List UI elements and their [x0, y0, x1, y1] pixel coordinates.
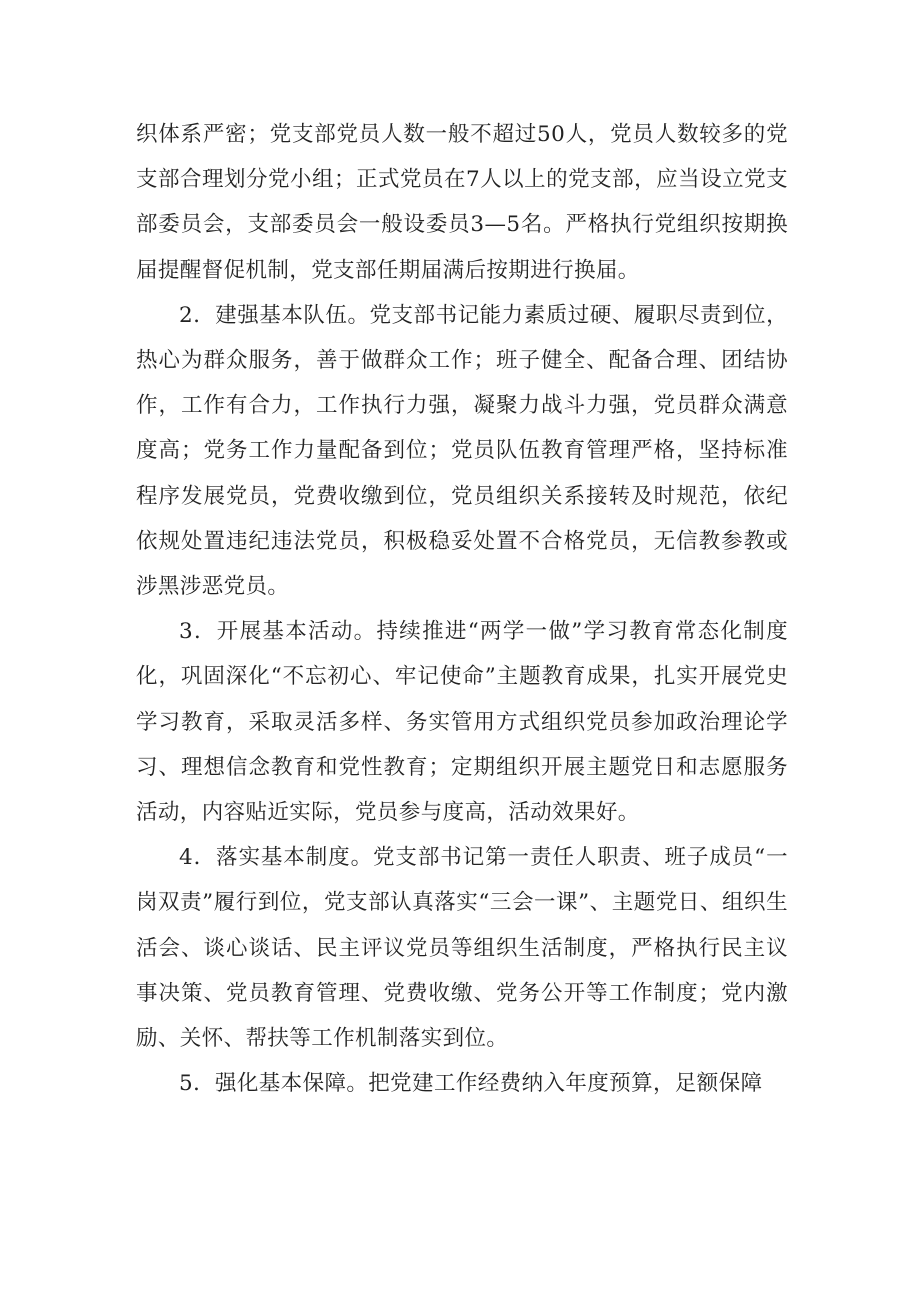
paragraph-4: 4．落实基本制度。党支部书记第一责任人职责、班子成员“一岗双责”履行到位，党支部认真落实“三会一课”、主题党日、组织生活会、谈心谈话、民主评议党员等组织生活制度，严格执行民主议事决策、党员教育管理、党费收缴、党务公开等工作制度；党内激励、关怀、帮扶等工作机制落实到位。: [136, 845, 788, 1052]
paragraph-1: 织体系严密；党支部党员人数一般不超过50人，党员人数较多的党支部合理划分党小组；正式党员在7人以上的党支部，应当设立党支部委员会，支部委员会一般设委员3—5名。严格执行党组织按期换届提醒督促机制，党支部任期届满后按期进行换届。: [136, 122, 788, 283]
document-body: [136, 112, 788, 1106]
paragraph-5: 5．强化基本保障。把党建工作经费纳入年度预算，足额保障: [179, 1071, 763, 1097]
paragraph-3: 3．开展基本活动。持续推进“两学一做”学习教育常态化制度化，巩固深化“不忘初心、牢记使命”主题教育成果，扎实开展党史学习教育，采取灵活多样、务实管用方式组织党员参加政治理论学习、理想信念教育和党性教育；定期组织开展主题党日和志愿服务活动，内容贴近实际，党员参与度高，活动效果好。: [136, 619, 788, 826]
paragraph-2: 2．建强基本队伍。党支部书记能力素质过硬、履职尽责到位，热心为群众服务，善于做群众工作；班子健全、配备合理、团结协作，工作有合力，工作执行力强，凝聚力战斗力强，党员群众满意度高；党务工作力量配备到位；党员队伍教育管理严格，坚持标准程序发展党员，党费收缴到位，党员组织关系接转及时规范，依纪依规处置违纪违法党员，积极稳妥处置不合格党员，无信教参教或涉黑涉恶党员。: [136, 302, 788, 600]
